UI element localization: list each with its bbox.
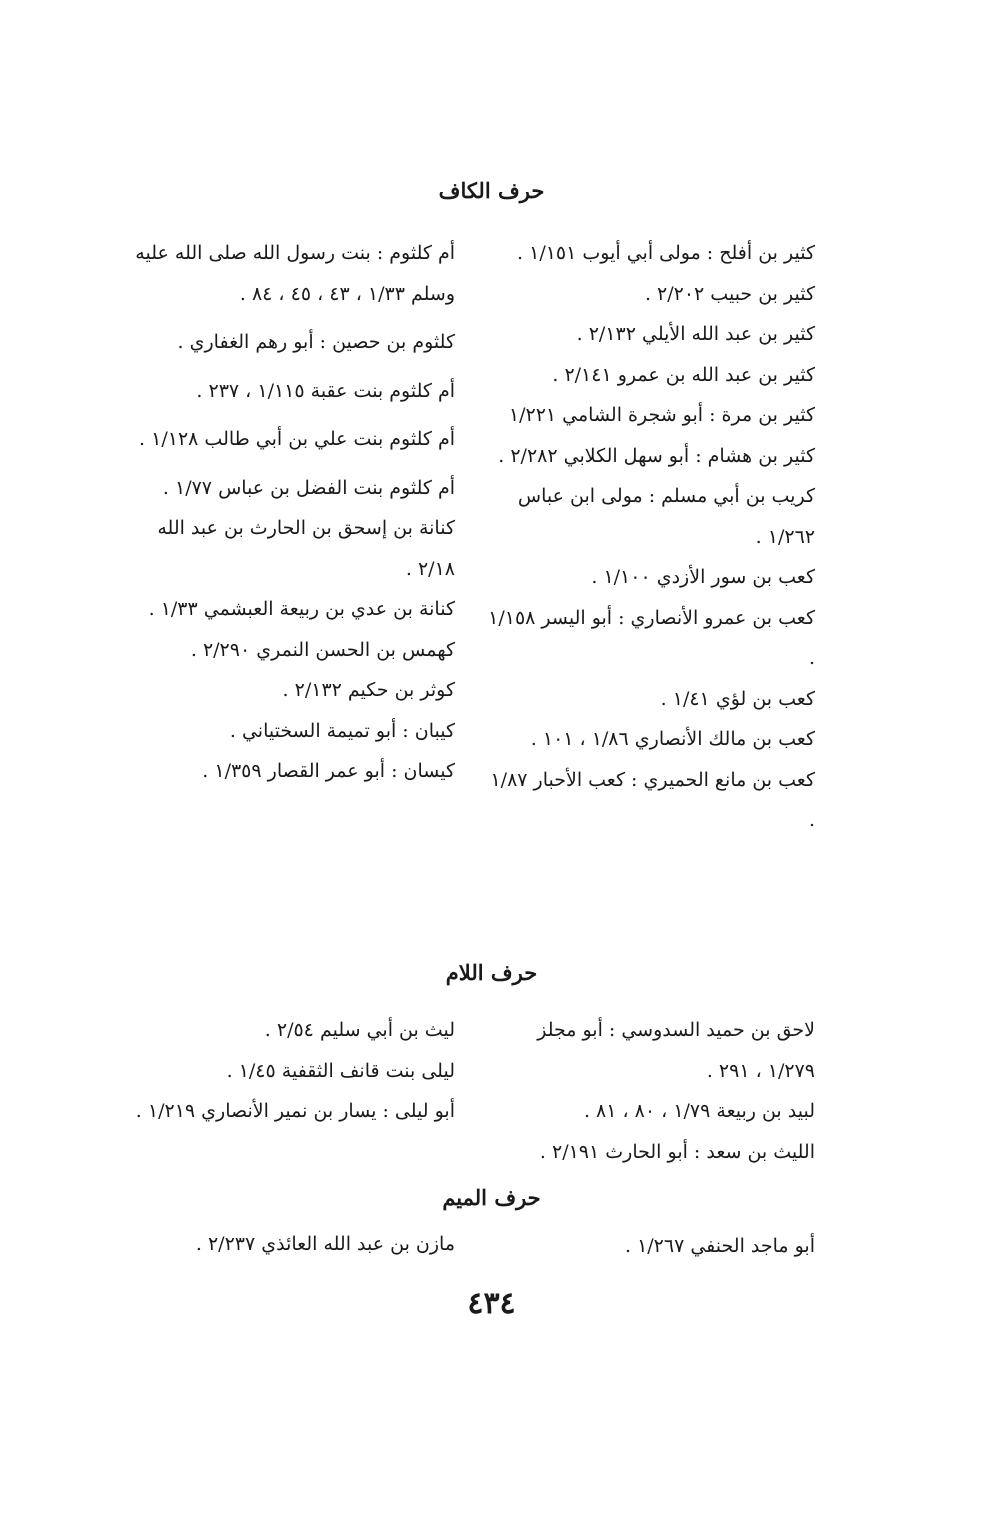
- section-heading-kaf: حرف الكاف: [438, 178, 545, 203]
- index-entry: كيسان : أبو عمر القصار ١/٣٥٩ .: [202, 760, 455, 782]
- section-heading-mim: حرف الميم: [442, 1185, 541, 1210]
- lam-left-column: [120, 1010, 455, 1132]
- section-heading-lam: حرف اللام: [445, 960, 538, 985]
- index-entry: مازن بن عبد الله العائذي ٢/٢٣٧ .: [195, 1233, 455, 1255]
- index-entry: أبو ليلى : يسار بن نمير الأنصاري ١/٢١٩ .: [135, 1100, 455, 1122]
- index-entry: كثير بن حبيب ٢/٢٠٢ .: [644, 282, 815, 305]
- index-entry: أبو ماجد الحنفي ١/٢٦٧ .: [624, 1235, 815, 1257]
- index-entry: ليث بن أبي سليم ٢/٥٤ .: [264, 1019, 455, 1041]
- index-entry: كثير بن عبد الله الأيلي ٢/١٣٢ .: [576, 323, 815, 345]
- index-entry: كريب بن أبي مسلم : مولى ابن عباس ١/٢٦٢ .: [517, 485, 815, 548]
- index-entry: أم كلثوم بنت علي بن أبي طالب ١/١٢٨ .: [139, 428, 455, 450]
- index-entry: كعب بن سور الأزدي ١/١٠٠ .: [591, 566, 815, 588]
- index-entry: كعب بن مالك الأنصاري ١/٨٦ ، ١٠١ .: [530, 728, 815, 750]
- index-entry: كعب بن عمرو الأنصاري : أبو اليسر ١/١٥٨ .: [488, 606, 815, 669]
- kaf-left-column: [120, 233, 455, 792]
- index-entry: الليث بن سعد : أبو الحارث ٢/١٩١ .: [539, 1140, 815, 1163]
- kaf-right-column: [485, 233, 815, 841]
- index-entry: كعب بن لؤي ١/٤١ .: [660, 687, 815, 710]
- index-entry: ليلى بنت قانف الثقفية ١/٤٥ .: [226, 1059, 455, 1082]
- index-entry: كثير بن مرة : أبو شجرة الشامي ١/٢٢١: [508, 404, 815, 426]
- mim-right-column: [485, 1226, 815, 1267]
- index-entry: كثير بن أفلح : مولى أبي أيوب ١/١٥١ .: [517, 242, 815, 264]
- index-entry: كلثوم بن حصين : أبو رهم الغفاري .: [177, 331, 455, 353]
- index-entry: كيبان : أبو تميمة السختياني .: [229, 719, 455, 742]
- index-entry: كثير بن عبد الله بن عمرو ٢/١٤١ .: [552, 363, 815, 386]
- lam-right-column: [485, 1010, 815, 1172]
- index-entry: كهمس بن الحسن النمري ٢/٢٩٠ .: [190, 638, 455, 661]
- index-entry: كنانة بن إسحق بن الحارث بن عبد الله ٢/١٨ .: [157, 517, 455, 580]
- index-entry: لبيد بن ربيعة ١/٧٩ ، ٨٠ ، ٨١ .: [583, 1100, 815, 1122]
- index-entry: كعب بن مانع الحميري : كعب الأحبار ١/٨٧ .: [490, 768, 815, 831]
- mim-left-column: [120, 1224, 455, 1265]
- index-entry: أم كلثوم بنت الفضل بن عباس ١/٧٧ .: [162, 476, 455, 499]
- index-entry: أم كلثوم بنت عقبة ١/١١٥ ، ٢٣٧ .: [196, 379, 455, 402]
- index-entry: كوثر بن حكيم ٢/١٣٢ .: [282, 679, 455, 701]
- index-entry: أم كلثوم : بنت رسول الله صلى الله عليه وسلم ١/٣٣ ، ٤٣ ، ٤٥ ، ٨٤ .: [135, 242, 455, 305]
- page-number: ٤٣٤: [467, 1286, 516, 1321]
- index-entry: لاحق بن حميد السدوسي : أبو مجلز ١/٢٧٩ ، ٢٩١ .: [537, 1019, 815, 1082]
- index-entry: كثير بن هشام : أبو سهل الكلابي ٢/٢٨٢ .: [498, 444, 815, 467]
- index-entry: كنانة بن عدي بن ربيعة العبشمي ١/٣٣ .: [148, 598, 455, 620]
